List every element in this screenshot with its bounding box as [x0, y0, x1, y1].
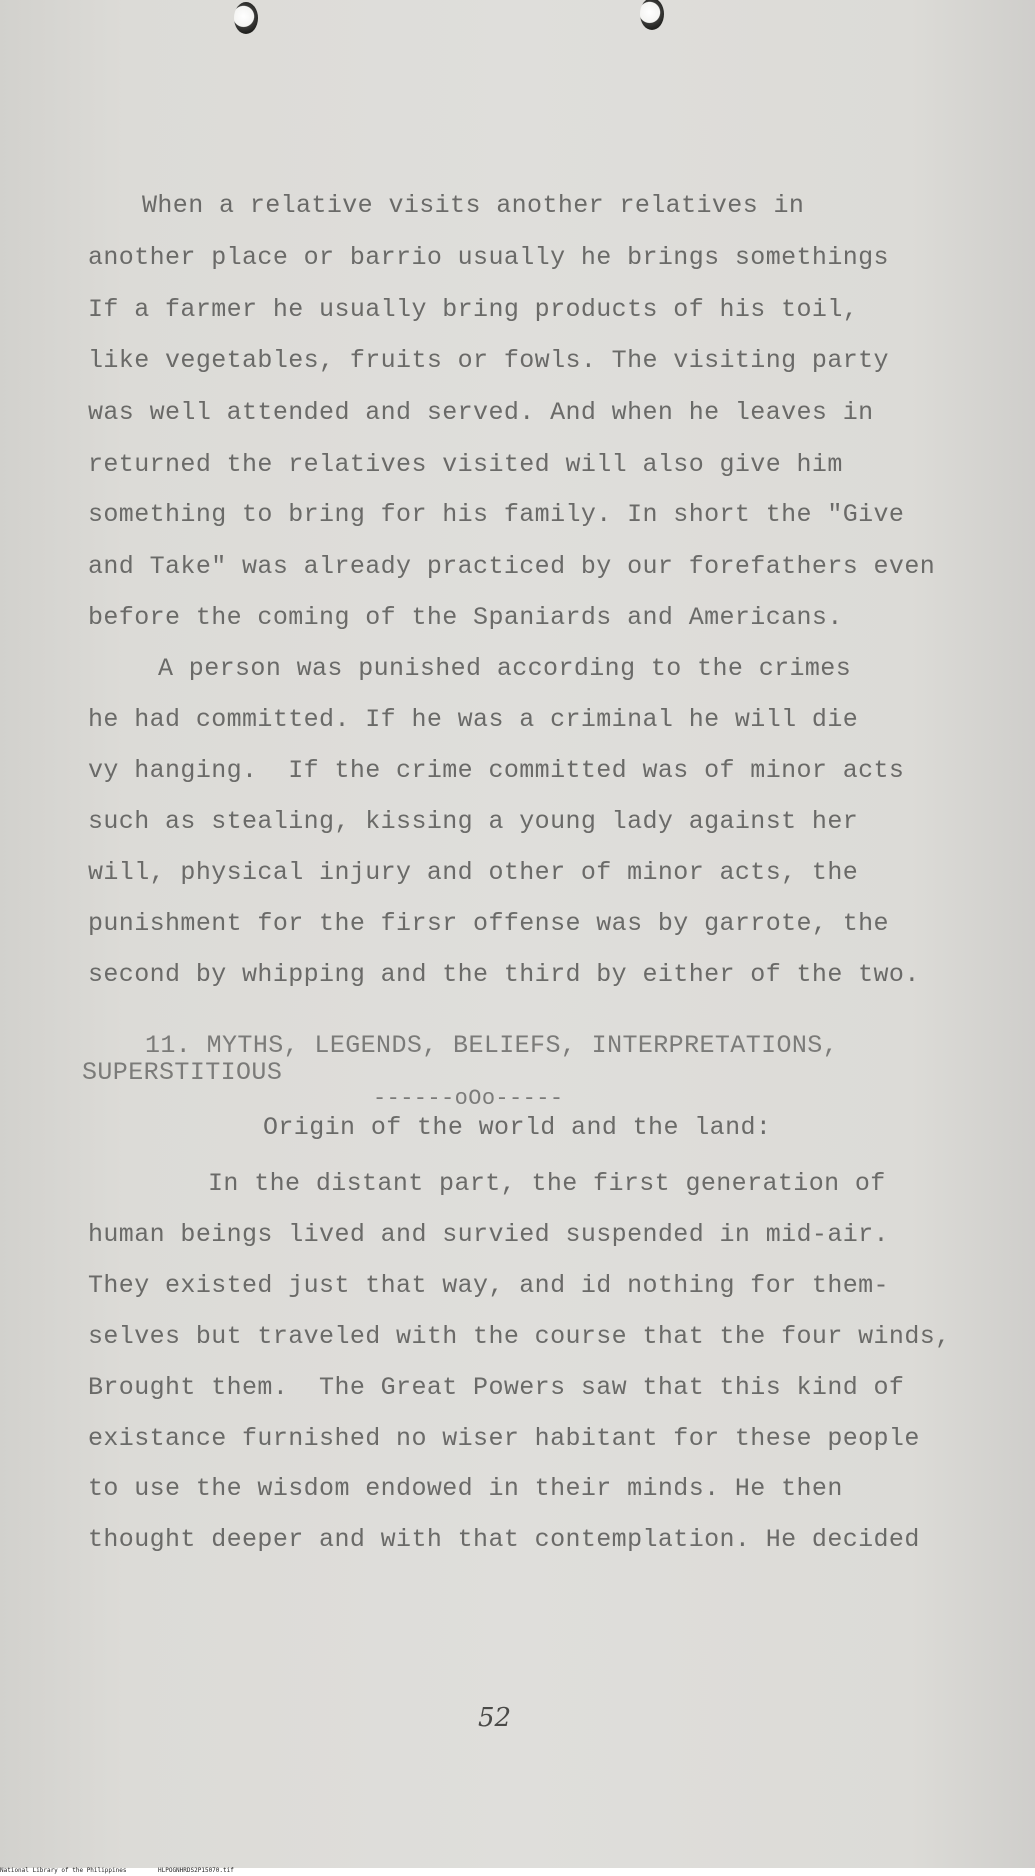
page-number: 52 — [478, 1703, 512, 1733]
punch-hole-right — [640, 0, 664, 30]
section-heading-line-1: 11. MYTHS, LEGENDS, BELIEFS, INTERPRETATIONS, — [145, 1031, 839, 1060]
subheading: Origin of the world and the land: — [263, 1113, 772, 1142]
paragraph-1-line-4: like vegetables, fruits or fowls. The visiting party — [88, 346, 889, 375]
footer-file-id: HLPOGNHRDS2P15070.tif — [158, 1867, 234, 1874]
paragraph-1-line-3: If a farmer he usually bring products of his toil, — [88, 295, 859, 324]
paragraph-3-line-2: human beings lived and survied suspended in mid-air. — [88, 1220, 889, 1249]
paragraph-3-line-5: Brought them. The Great Powers saw that this kind of — [88, 1373, 905, 1402]
paragraph-2-line-4: such as stealing, kissing a young lady against her — [88, 807, 859, 836]
paragraph-2-line-3: vy hanging. If the crime committed was of minor acts — [88, 756, 905, 785]
paragraph-1-line-7: something to bring for his family. In short the "Give — [88, 500, 905, 529]
paragraph-2-line-5: will, physical injury and other of minor acts, the — [88, 858, 859, 887]
paragraph-3-line-8: thought deeper and with that contemplation. He decided — [88, 1525, 920, 1554]
paragraph-1-line-9: before the coming of the Spaniards and Americans. — [88, 603, 843, 632]
paragraph-2-line-2: he had committed. If he was a criminal he will die — [88, 705, 859, 734]
punch-hole-left — [234, 2, 258, 34]
paragraph-1-line-5: was well attended and served. And when he leaves in — [88, 398, 874, 427]
paragraph-1-line-1: When a relative visits another relatives in — [142, 191, 805, 220]
paragraph-2-line-6: punishment for the firsr offense was by garrote, the — [88, 909, 889, 938]
paragraph-1-line-2: another place or barrio usually he brings somethings — [88, 243, 889, 272]
paragraph-3-line-4: selves but traveled with the course that the four winds, — [88, 1322, 951, 1351]
paragraph-2-line-1: A person was punished according to the crimes — [158, 654, 852, 683]
scan-footer — [0, 1868, 1035, 1876]
paragraph-3-line-3: They existed just that way, and id nothing for them- — [88, 1271, 889, 1300]
section-divider: ------oOo----- — [373, 1086, 564, 1111]
paragraph-1-line-6: returned the relatives visited will also give him — [88, 450, 843, 479]
paragraph-3-line-6: existance furnished no wiser habitant for these people — [88, 1424, 920, 1453]
section-heading-line-2: SUPERSTITIOUS — [82, 1058, 283, 1087]
footer-source: National Library of the Philippines — [0, 1867, 127, 1874]
paragraph-2-line-7: second by whipping and the third by either of the two. — [88, 960, 920, 989]
paragraph-1-line-8: and Take" was already practiced by our forefathers even — [88, 552, 936, 581]
paragraph-3-line-7: to use the wisdom endowed in their minds. He then — [88, 1474, 843, 1503]
paragraph-3-line-1: In the distant part, the first generation of — [208, 1169, 886, 1198]
